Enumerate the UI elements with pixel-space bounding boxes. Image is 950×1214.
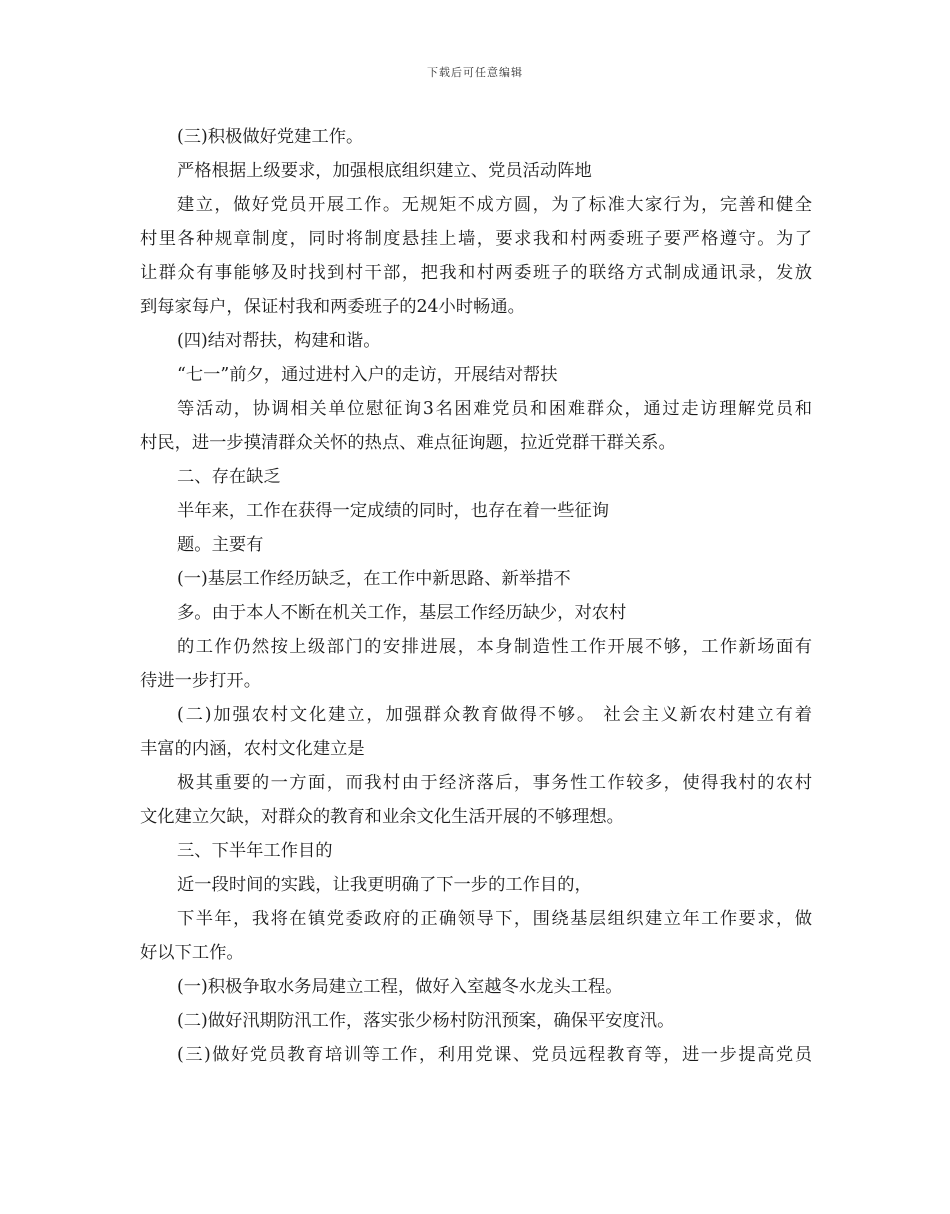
text-line: (一)基层工作经历缺乏，在工作中新思路、新举措不 <box>177 569 571 589</box>
text-line: 极其重要的一方面，而我村由于经济落后，事务性工作较多，使得我村的农村 <box>177 773 812 793</box>
text-line: (一)积极争取水务局建立工程，做好入室越冬水龙头工程。 <box>177 977 623 997</box>
text-line: 丰富的内涵，农村文化建立是 <box>140 739 365 759</box>
text-line: (三)积极做好党建工作。 <box>177 127 364 147</box>
text-line: 建立，做好党员开展工作。无规矩不成方圆，为了标准大家行为，完善和健全 <box>177 195 812 215</box>
document-body <box>140 120 812 1072</box>
text-line: (四)结对帮扶，构建和谐。 <box>177 331 381 351</box>
text-line: 题。主要有 <box>177 535 264 555</box>
text-line: “七一”前夕，通过进村入户的走访，开展结对帮扶 <box>177 365 558 385</box>
text-line: 多。由于本人不断在机关工作，基层工作经历缺少，对农村 <box>177 603 627 623</box>
text-line: 半年来，工作在获得一定成绩的同时，也存在着一些征询 <box>177 501 610 521</box>
text-line: 村民，进一步摸清群众关怀的热点、难点征询题，拉近党群干群关系。 <box>140 433 676 453</box>
text-line: 近一段时间的实践，让我更明确了下一步的工作目的， <box>177 875 592 895</box>
text-line: 待进一步打开。 <box>140 671 261 691</box>
text-line: (二)加强农村文化建立，加强群众教育做得不够。 社会主义新农村建立有着 <box>177 705 812 725</box>
text-line: 文化建立欠缺，对群众的教育和业余文化生活开展的不够理想。 <box>140 807 624 827</box>
text-line: (二)做好汛期防汛工作，落实张少杨村防汛预案，确保平安度汛。 <box>177 1011 675 1031</box>
text-line: 的工作仍然按上级部门的安排进展，本身制造性工作开展不够，工作新场面有 <box>177 637 812 657</box>
page-header: 下载后可任意编辑 <box>427 66 523 79</box>
text-line: 等活动，协调相关单位慰征询3名困难党员和困难群众，通过走访理解党员和 <box>177 399 812 419</box>
text-line: 二、存在缺乏 <box>177 467 281 487</box>
text-line: (三)做好党员教育培训等工作，利用党课、党员远程教育等，进一步提高党员 <box>177 1045 812 1065</box>
text-line: 严格根据上级要求，加强根底组织建立、党员活动阵地 <box>177 161 592 181</box>
text-line: 下半年，我将在镇党委政府的正确领导下，围绕基层组织建立年工作要求，做 <box>177 909 812 929</box>
text-line: 到每家每户，保证村我和两委班子的24小时畅通。 <box>140 297 525 317</box>
text-line: 村里各种规章制度，同时将制度悬挂上墙，要求我和村两委班子要严格遵守。为了 <box>140 229 812 249</box>
text-line: 好以下工作。 <box>140 943 244 963</box>
text-line: 让群众有事能够及时找到村干部，把我和村两委班子的联络方式制成通讯录，发放 <box>140 263 812 283</box>
text-line: 三、下半年工作目的 <box>177 841 333 861</box>
